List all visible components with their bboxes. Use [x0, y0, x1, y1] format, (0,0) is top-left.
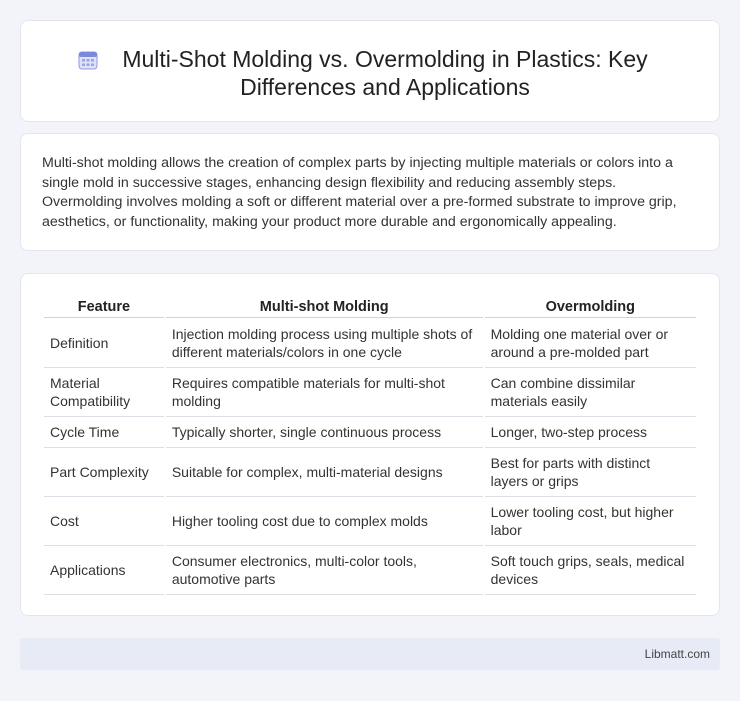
multi-shot-cell: Consumer electronics, multi-color tools, automotive parts — [166, 546, 483, 595]
comparison-table-card — [20, 273, 720, 616]
overmolding-cell: Lower tooling cost, but higher labor — [485, 497, 696, 546]
multi-shot-cell: Higher tooling cost due to complex molds — [166, 497, 483, 546]
table-row — [44, 497, 696, 546]
column-header-multi-shot: Multi-shot Molding — [166, 296, 483, 318]
multi-shot-cell: Suitable for complex, multi-material designs — [166, 448, 483, 497]
feature-cell: Definition — [44, 318, 164, 368]
feature-cell: Applications — [44, 546, 164, 595]
multi-shot-cell: Typically shorter, single continuous process — [166, 417, 483, 448]
intro-card — [20, 133, 720, 251]
overmolding-cell: Can combine dissimilar materials easily — [485, 368, 696, 417]
footer-bar — [20, 638, 720, 670]
overmolding-cell: Soft touch grips, seals, medical devices — [485, 546, 696, 595]
multi-shot-cell: Requires compatible materials for multi-shot molding — [166, 368, 483, 417]
table-row — [44, 546, 696, 595]
feature-cell: Cost — [44, 497, 164, 546]
feature-cell: Cycle Time — [44, 417, 164, 448]
multi-shot-cell: Injection molding process using multiple shots of different materials/colors in one cycle — [166, 318, 483, 368]
column-header-overmolding: Overmolding — [485, 296, 696, 318]
overmolding-cell: Best for parts with distinct layers or grips — [485, 448, 696, 497]
table-header-row — [44, 296, 696, 318]
comparison-table — [42, 296, 698, 595]
overmolding-cell: Molding one material over or around a pre-molded part — [485, 318, 696, 368]
feature-cell: Material Compatibility — [44, 368, 164, 417]
footer-site-link[interactable]: Libmatt.com — [644, 647, 710, 661]
intro-paragraph: Multi-shot molding allows the creation of complex parts by injecting multiple materials or colors into a single mold in successive stages, enhancing design flexibility and reducing assembly steps. Overmolding involves molding a soft or different material over a pre-formed substrate to improve grip, aesthetics, or functionality, making your product more durable and ergonomically appealing. — [42, 155, 677, 230]
feature-cell: Part Complexity — [44, 448, 164, 497]
column-header-feature: Feature — [44, 296, 164, 318]
page-title: Multi-Shot Molding vs. Overmolding in Plastics: Key Differences and Applications — [122, 46, 648, 100]
overmolding-cell: Longer, two-step process — [485, 417, 696, 448]
table-row — [44, 448, 696, 497]
table-row — [44, 368, 696, 417]
table-row — [44, 318, 696, 368]
table-row — [44, 417, 696, 448]
title-card — [20, 20, 720, 122]
